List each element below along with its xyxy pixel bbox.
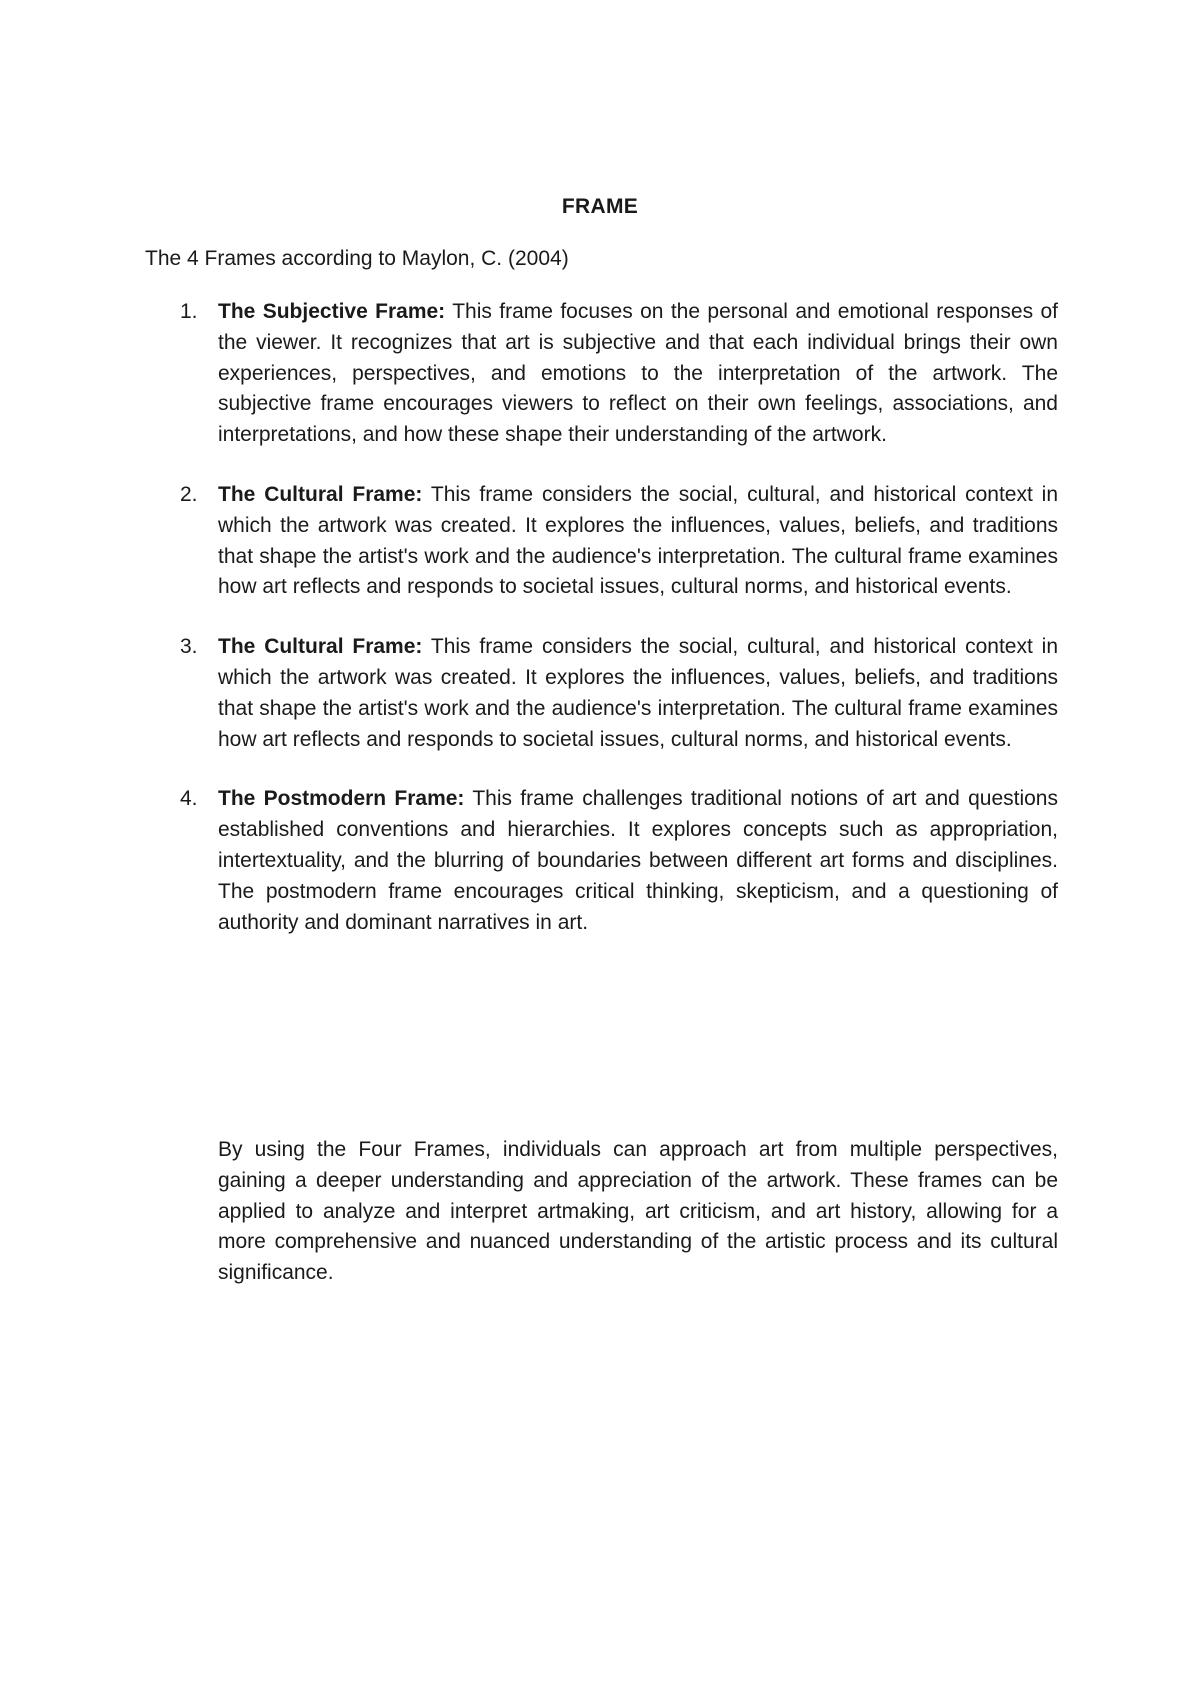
page-subtitle: The 4 Frames according to Maylon, C. (2004) <box>145 247 569 270</box>
list-item-text: This frame considers the social, cultural, and historical context in which the artwork was created. It explores the influences, values, beliefs, and traditions that shape the artist's work and the audience's interpretation. The cultural frame examines how art reflects and responds to societal issues, cultural norms, and historical events. <box>218 635 1058 751</box>
list-item-paragraph <box>218 480 1058 603</box>
list-item-paragraph <box>218 632 1058 755</box>
list-item-number: 4. <box>180 787 198 811</box>
list-item-text: This frame focuses on the personal and emotional responses of the viewer. It recognizes that art is subjective and that each individual brings their own experiences, perspectives, and emotions to the interpretation of the artwork. The subjective frame encourages viewers to reflect on their own feelings, associations, and interpretations, and how these shape their understanding of the artwork. <box>218 300 1058 447</box>
list-item <box>145 480 1058 603</box>
list-item-number: 2. <box>180 482 198 506</box>
closing-paragraph: By using the Four Frames, individuals can approach art from multiple perspectives, gaining a deeper understanding and appreciation of the artwork. These frames can be applied to analyze and interpret artmaking, art criticism, and art history, allowing for a more comprehensive and nuanced understanding of the artistic process and its cultural significance. <box>218 1138 1058 1285</box>
list-item-term: The Subjective Frame: <box>218 300 446 323</box>
list-item-text: This frame challenges traditional notions of art and questions established conventions and hierarchies. It explores concepts such as appropriation, intertextuality, and the blurring of boundaries between different art forms and disciplines. The postmodern frame encourages critical thinking, skepticism, and a questioning of authority and dominant narratives in art. <box>218 787 1058 934</box>
list-item-number: 3. <box>180 635 198 659</box>
list-item-text: This frame considers the social, cultural, and historical context in which the artwork was created. It explores the influences, values, beliefs, and traditions that shape the artist's work and the audience's interpretation. The cultural frame examines how art reflects and responds to societal issues, cultural norms, and historical events. <box>218 482 1058 599</box>
list-item <box>145 632 1058 755</box>
list-item-number: 1. <box>180 300 198 323</box>
list-item <box>145 297 1058 451</box>
list-item-term: The Postmodern Frame: <box>218 787 465 811</box>
frames-list <box>145 297 1058 967</box>
list-item <box>145 784 1058 938</box>
page-title: FRAME <box>561 195 639 218</box>
list-item-paragraph <box>218 784 1058 938</box>
list-item-paragraph <box>218 297 1058 451</box>
list-item-term: The Cultural Frame: <box>218 482 423 506</box>
list-item-term: The Cultural Frame: <box>218 635 423 659</box>
